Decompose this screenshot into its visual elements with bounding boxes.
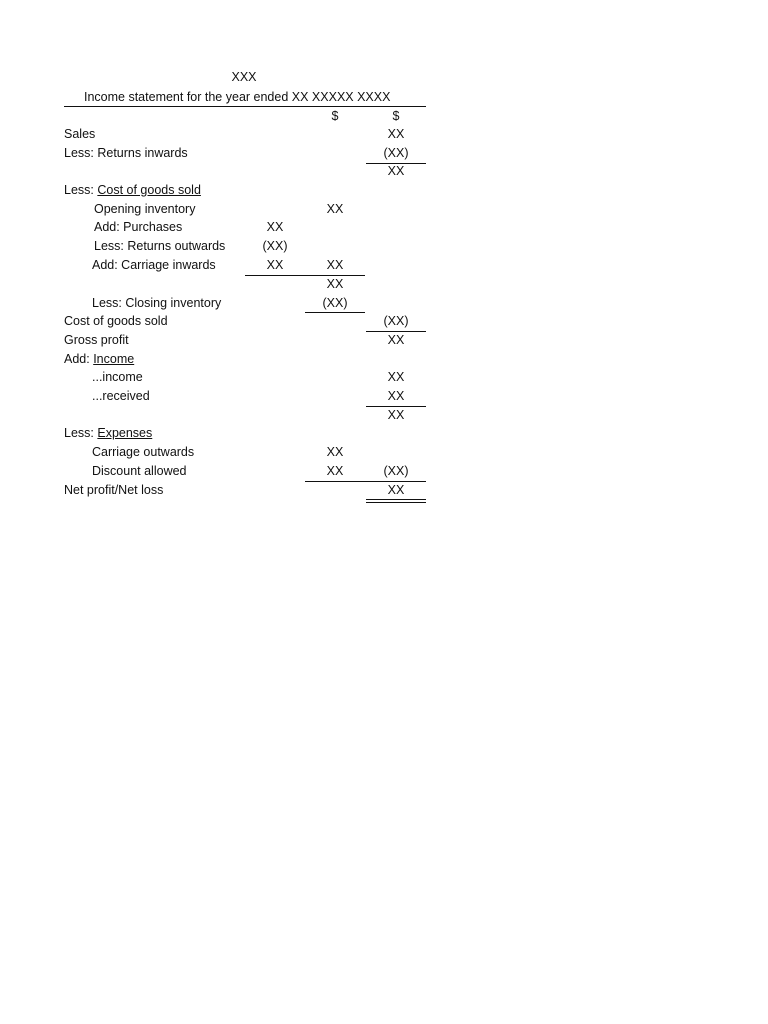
gross-profit-value: XX	[387, 333, 405, 347]
sales-value: XX	[387, 127, 405, 141]
cost-of-goods-sold-value: (XX)	[383, 314, 409, 328]
returns-inwards-value: (XX)	[383, 146, 409, 160]
gross-profit-label: Gross profit	[64, 333, 129, 347]
returns-outwards-label: Less: Returns outwards	[94, 239, 226, 253]
opening-inventory-label: Opening inventory	[94, 202, 196, 216]
currency-header-col2: $	[331, 109, 339, 123]
opening-inventory-value: XX	[326, 202, 344, 216]
cost-of-goods-sold-label: Cost of goods sold	[64, 314, 168, 328]
carriage-inwards-col2-value: XX	[326, 258, 344, 272]
returns-outwards-value: (XX)	[262, 239, 288, 253]
closing-inventory-value: (XX)	[322, 296, 348, 310]
purchases-value: XX	[266, 220, 284, 234]
income-heading	[64, 352, 134, 367]
net-profit-value: XX	[387, 483, 405, 497]
income-2-label: ...received	[92, 389, 150, 403]
statement-title	[84, 90, 390, 105]
subtotal-rule	[305, 481, 426, 482]
carriage-inwards-label: Add: Carriage inwards	[92, 258, 216, 272]
income-heading-prefix: Add:	[64, 352, 94, 366]
subtotal-rule	[366, 406, 426, 407]
company-name: XXX	[231, 70, 257, 84]
income-1-label: ...income	[92, 370, 143, 384]
closing-inventory-label: Less: Closing inventory	[92, 296, 222, 310]
expenses-heading-label: Expenses	[97, 426, 153, 440]
income-2-value: XX	[387, 389, 405, 403]
subtotal-rule	[305, 312, 365, 313]
carriage-outwards-label: Carriage outwards	[92, 445, 195, 459]
carriage-inwards-col1-value: XX	[266, 258, 284, 272]
cogs-heading-prefix: Less:	[64, 183, 98, 197]
net-sales-value: XX	[387, 164, 405, 178]
subtotal-rule	[366, 331, 426, 332]
net-profit-label: Net profit/Net loss	[64, 483, 164, 497]
returns-inwards-label: Less: Returns inwards	[64, 146, 188, 160]
income-total-value: XX	[387, 408, 405, 422]
title-prefix: Income statement for the year ended	[84, 90, 289, 104]
title-date: XX XXXXX XXXX	[291, 90, 391, 104]
sales-label: Sales	[64, 127, 96, 141]
currency-header-col3: $	[392, 109, 400, 123]
goods-available-value: XX	[326, 277, 344, 291]
income-heading-label: Income	[93, 352, 135, 366]
carriage-outwards-value: XX	[326, 445, 344, 459]
double-underline	[366, 499, 426, 503]
discount-allowed-col2-value: XX	[326, 464, 344, 478]
discount-allowed-col3-value: (XX)	[383, 464, 409, 478]
subtotal-rule	[245, 275, 365, 276]
discount-allowed-label: Discount allowed	[92, 464, 187, 478]
purchases-label: Add: Purchases	[94, 220, 183, 234]
income-1-value: XX	[387, 370, 405, 384]
expenses-heading	[64, 426, 152, 441]
cogs-heading-label: Cost of goods sold	[97, 183, 201, 197]
cogs-heading	[64, 183, 201, 198]
expenses-heading-prefix: Less:	[64, 426, 98, 440]
title-underline	[64, 106, 426, 107]
